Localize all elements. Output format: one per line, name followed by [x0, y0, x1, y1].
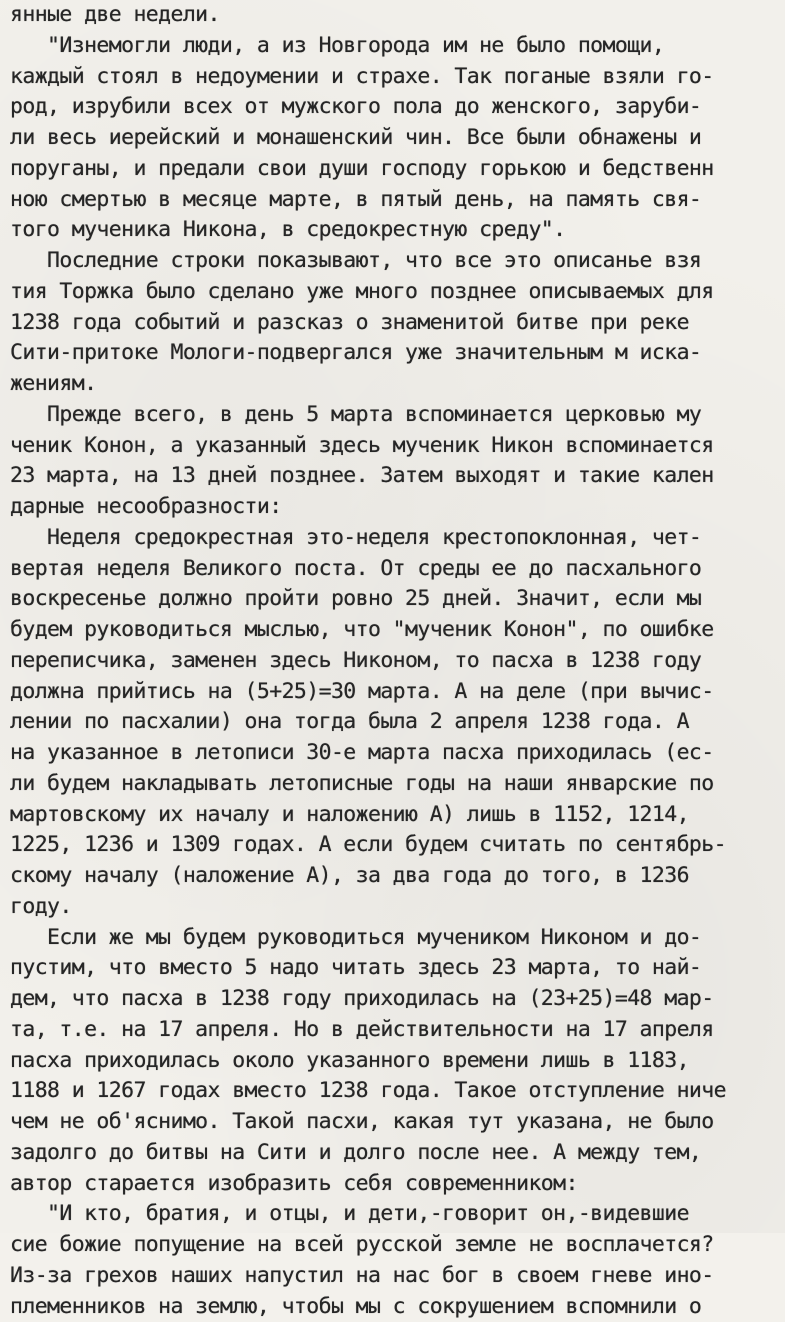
- text-line: Последние строки показывают, что все это описанье взя: [10, 246, 780, 277]
- text-line: будем руководиться мыслью, что "мученик Конон", по ошибке: [10, 615, 780, 646]
- text-line: на указанное в летописи 30-е марта пасха приходилась (ес-: [10, 738, 780, 769]
- text-line: "И кто, братия, и отцы, и дети,-говорит он,-видевшие: [10, 1199, 780, 1230]
- text-line: тия Торжка было сделано уже много позднее описываемых для: [10, 277, 780, 308]
- text-line: 23 марта, на 13 дней позднее. Затем выходят и такие кален: [10, 461, 780, 492]
- text-line: того мученика Никона, в средокрестную среду".: [10, 215, 780, 246]
- text-line: каждый стоял в недоумении и страхе. Так поганые взяли го-: [10, 62, 780, 93]
- text-line: пасха приходилась около указанного времени лишь в 1183,: [10, 1046, 780, 1077]
- text-line: "Изнемогли люди, а из Новгорода им не было помощи,: [10, 31, 780, 62]
- text-line: дем, что пасха в 1238 году приходилась на (23+25)=48 мар-: [10, 984, 780, 1015]
- text-line: воскресенье должно пройти ровно 25 дней. Значит, если мы: [10, 584, 780, 615]
- text-line: ли весь иерейский и монашенский чин. Все были обнажены и: [10, 123, 780, 154]
- text-line: поруганы, и предали свои души господу горькою и бедственн: [10, 154, 780, 185]
- text-line: 1188 и 1267 годах вместо 1238 года. Такое отступление ниче: [10, 1076, 780, 1107]
- text-line: ченик Конон, а указанный здесь мученик Никон вспоминается: [10, 431, 780, 462]
- text-line: 1225, 1236 и 1309 годах. А если будем считать по сентябрь-: [10, 830, 780, 861]
- text-line: Сити-притоке Мологи-подвергался уже значительным м иска-: [10, 338, 780, 369]
- text-line: ли будем накладывать летописные годы на наши январские по: [10, 769, 780, 800]
- text-line: вертая неделя Великого поста. От среды ее до пасхального: [10, 554, 780, 585]
- text-line: 1238 года событий и разсказ о знаменитой битве при реке: [10, 308, 780, 339]
- text-line: Если же мы будем руководиться мучеником Никоном и до-: [10, 923, 780, 954]
- text-line: сие божие попущение на всей русской земле не восплачется?: [10, 1230, 780, 1261]
- typewritten-text: [10, 0, 780, 1322]
- text-line: переписчика, заменен здесь Никоном, то пасха в 1238 году: [10, 646, 780, 677]
- text-line: мартовскому их началу и наложению А) лишь в 1152, 1214,: [10, 800, 780, 831]
- text-line: должна прийтись на (5+25)=30 марта. А на деле (при вычис-: [10, 677, 780, 708]
- text-line: задолго до битвы на Сити и долго после нее. А между тем,: [10, 1138, 780, 1169]
- text-line: дарные несообразности:: [10, 492, 780, 523]
- text-line: году.: [10, 892, 780, 923]
- text-line: племенников на землю, чтобы мы с сокрушением вспомнили о: [10, 1292, 780, 1322]
- text-line: Неделя средокрестная это-неделя крестопоклонная, чет-: [10, 523, 780, 554]
- text-line: Из-за грехов наших напустил на нас бог в своем гневе ино-: [10, 1261, 780, 1292]
- text-line: автор старается изобразить себя современником:: [10, 1169, 780, 1200]
- text-line: Прежде всего, в день 5 марта вспоминается церковью му: [10, 400, 780, 431]
- text-line: род, изрубили всех от мужского пола до женского, заруби-: [10, 92, 780, 123]
- text-line: янные две недели.: [10, 0, 780, 31]
- text-line: скому началу (наложение А), за два года до того, в 1236: [10, 861, 780, 892]
- text-line: пустим, что вместо 5 надо читать здесь 23 марта, то най-: [10, 953, 780, 984]
- text-line: ною смертью в месяце марте, в пятый день, на память свя-: [10, 185, 780, 216]
- text-line: лении по пасхалии) она тогда была 2 апреля 1238 года. А: [10, 707, 780, 738]
- text-line: жениям.: [10, 369, 780, 400]
- text-line: та, т.е. на 17 апреля. Но в действительности на 17 апреля: [10, 1015, 780, 1046]
- text-line: чем не об'яснимо. Такой пасхи, какая тут указана, не было: [10, 1107, 780, 1138]
